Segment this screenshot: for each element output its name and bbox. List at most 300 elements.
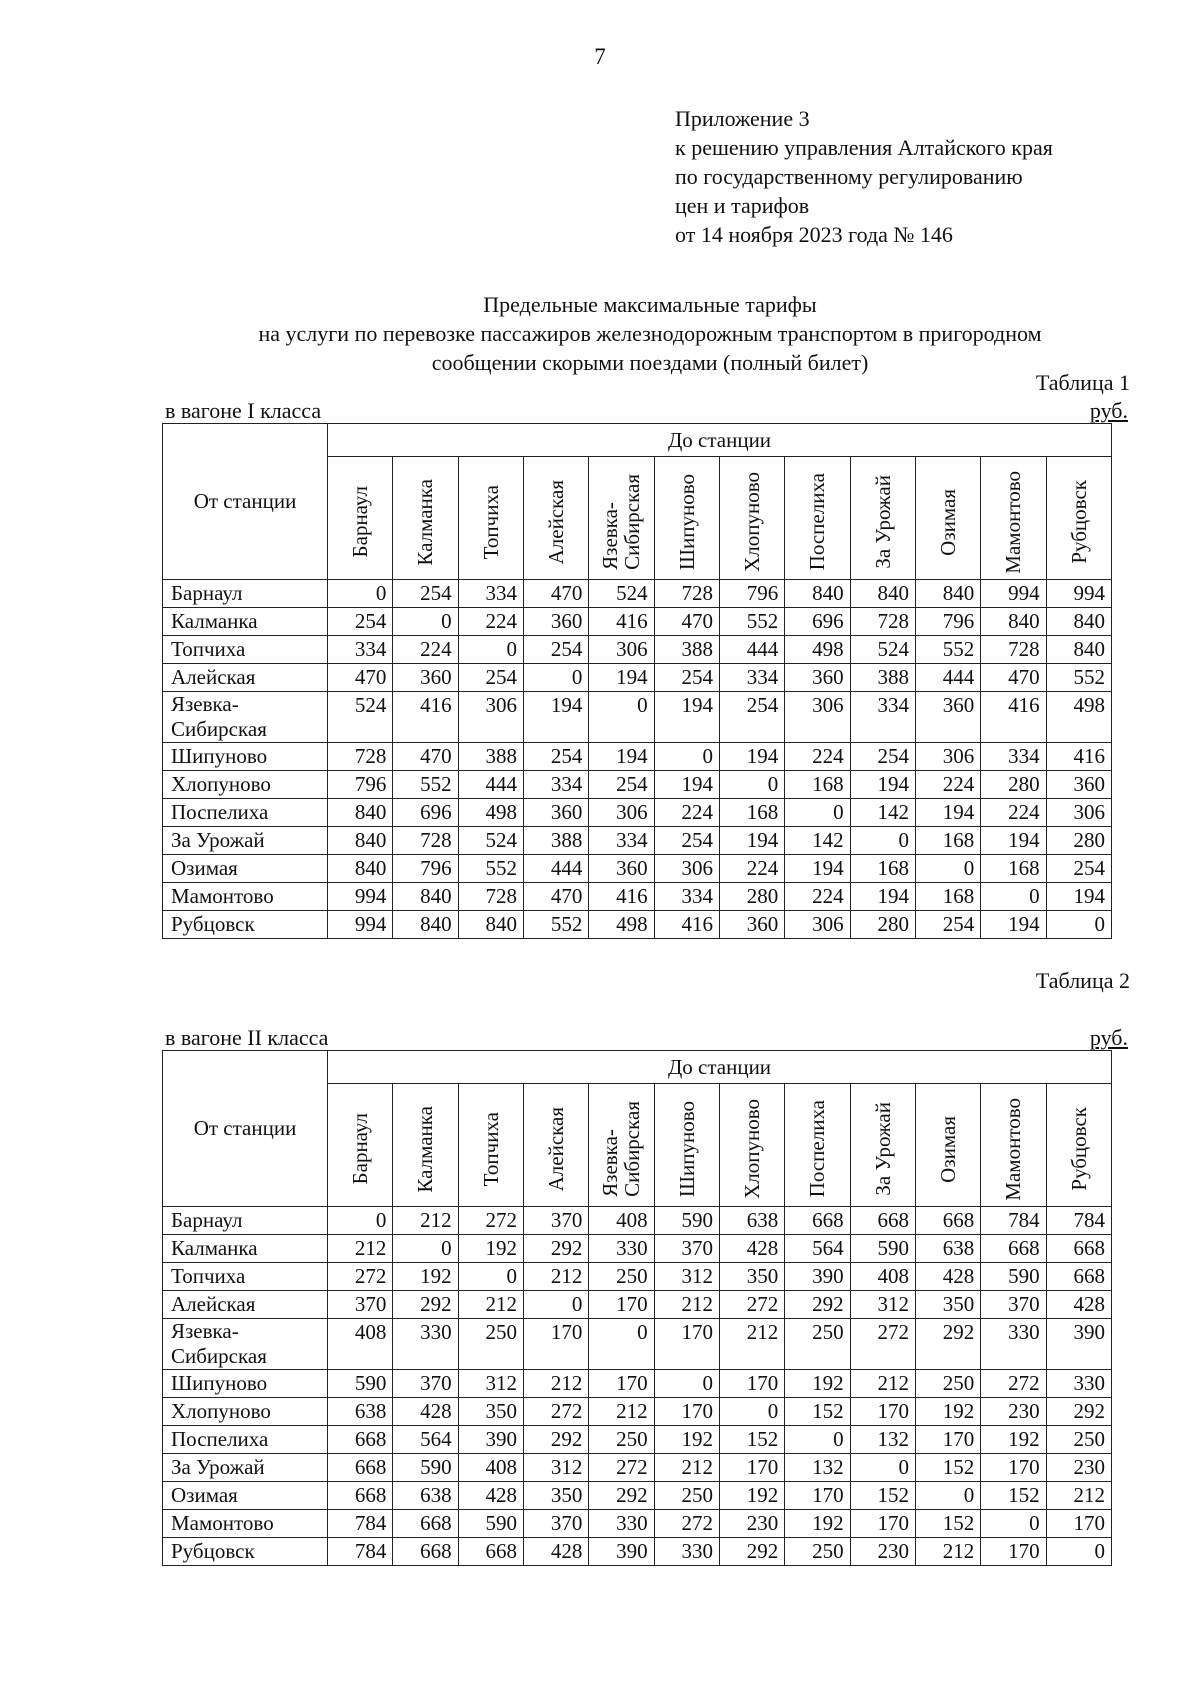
tariff-cell: 224 — [654, 799, 719, 827]
tariff-cell: 0 — [328, 1207, 393, 1235]
tariff-cell: 0 — [719, 771, 784, 799]
tariff-cell: 0 — [393, 1235, 458, 1263]
tariff-cell: 224 — [915, 771, 980, 799]
row-station-name: За Урожай — [163, 1454, 328, 1482]
tariff-cell: 292 — [719, 1538, 784, 1566]
tariff-cell: 564 — [785, 1235, 850, 1263]
table-row — [163, 1235, 1112, 1263]
tariff-cell: 250 — [785, 1538, 850, 1566]
row-station-name: Поспелиха — [163, 1426, 328, 1454]
column-header — [393, 457, 458, 580]
table-row — [163, 664, 1112, 692]
column-header-label: Поспелиха — [805, 1100, 830, 1198]
tariff-cell: 272 — [719, 1291, 784, 1319]
tariff-cell: 272 — [981, 1370, 1046, 1398]
tariff-cell: 292 — [785, 1291, 850, 1319]
row-station-name: Барнаул — [163, 580, 328, 608]
tariff-cell: 212 — [654, 1291, 719, 1319]
tariff-cell: 470 — [981, 664, 1046, 692]
tariff-cell: 152 — [850, 1482, 915, 1510]
tariff-cell: 152 — [785, 1398, 850, 1426]
table-row — [163, 1510, 1112, 1538]
tariff-cell: 272 — [654, 1510, 719, 1538]
tariff-cell: 330 — [589, 1235, 654, 1263]
tariff-cell: 498 — [1046, 692, 1111, 743]
column-header-label: Озимая — [936, 488, 961, 556]
tariff-cell: 390 — [589, 1538, 654, 1566]
appendix-block — [675, 104, 1053, 249]
row-station-name: Алейская — [163, 664, 328, 692]
tariff-cell: 370 — [654, 1235, 719, 1263]
tariff-cell: 170 — [589, 1370, 654, 1398]
column-header-label: Алейская — [544, 479, 569, 565]
table-row — [163, 608, 1112, 636]
tariff-cell: 334 — [589, 827, 654, 855]
tariff-cell: 170 — [915, 1426, 980, 1454]
tariff-cell: 0 — [589, 692, 654, 743]
tariff-cell: 728 — [981, 636, 1046, 664]
tariff-cell: 0 — [785, 799, 850, 827]
column-header-label: Мамонтово — [1001, 1097, 1026, 1201]
column-header-label: Поспелиха — [805, 473, 830, 571]
tariff-cell: 0 — [785, 1426, 850, 1454]
tariff-cell: 194 — [850, 883, 915, 911]
tariff-cell: 132 — [785, 1454, 850, 1482]
tariff-cell: 224 — [393, 636, 458, 664]
tariff-cell: 416 — [393, 692, 458, 743]
tariff-cell: 212 — [328, 1235, 393, 1263]
table-row — [163, 580, 1112, 608]
tariff-cell: 994 — [328, 911, 393, 939]
column-header — [589, 1084, 654, 1207]
tariff-cell: 370 — [393, 1370, 458, 1398]
column-header — [523, 457, 588, 580]
row-station-name: Язевка- Сибирская — [163, 1319, 328, 1370]
tariff-cell: 194 — [589, 743, 654, 771]
tariff-cell: 498 — [785, 636, 850, 664]
tariff-cell: 254 — [589, 771, 654, 799]
tariff-cell: 638 — [393, 1482, 458, 1510]
tariff-cell: 840 — [785, 580, 850, 608]
tariff-cell: 292 — [393, 1291, 458, 1319]
tariff-cell: 292 — [523, 1235, 588, 1263]
row-station-name: Язевка- Сибирская — [163, 692, 328, 743]
tariff-cell: 330 — [393, 1319, 458, 1370]
column-header — [458, 457, 523, 580]
tariff-cell: 696 — [393, 799, 458, 827]
tariff-cell: 168 — [981, 855, 1046, 883]
tariff-cell: 224 — [785, 883, 850, 911]
tariff-cell: 408 — [850, 1263, 915, 1291]
tariff-cell: 590 — [458, 1510, 523, 1538]
tariff-cell: 254 — [523, 743, 588, 771]
tariff-cell: 590 — [850, 1235, 915, 1263]
tariff-cell: 524 — [458, 827, 523, 855]
column-header — [523, 1084, 588, 1207]
tariff-cell: 524 — [328, 692, 393, 743]
row-station-name: Рубцовск — [163, 911, 328, 939]
tariff-cell: 370 — [328, 1291, 393, 1319]
row-station-name: Шипуново — [163, 743, 328, 771]
tariff-cell: 428 — [1046, 1291, 1111, 1319]
tariff-cell: 330 — [589, 1510, 654, 1538]
tariff-cell: 306 — [915, 743, 980, 771]
tariff-cell: 170 — [850, 1510, 915, 1538]
tariff-cell: 470 — [523, 580, 588, 608]
tariff-cell: 428 — [719, 1235, 784, 1263]
row-station-name: Топчиха — [163, 636, 328, 664]
column-header — [589, 457, 654, 580]
tariff-cell: 334 — [719, 664, 784, 692]
tariff-cell: 994 — [1046, 580, 1111, 608]
page-number: 7 — [594, 44, 606, 69]
table-row — [163, 1207, 1112, 1235]
tariff-cell: 250 — [589, 1426, 654, 1454]
tariff-cell: 350 — [915, 1291, 980, 1319]
tariff-cell: 796 — [719, 580, 784, 608]
tariff-cell: 330 — [1046, 1370, 1111, 1398]
table-row — [163, 692, 1112, 743]
tariff-cell: 212 — [393, 1207, 458, 1235]
tariff-cell: 230 — [719, 1510, 784, 1538]
tariff-cell: 0 — [458, 1263, 523, 1291]
tariff-cell: 306 — [785, 911, 850, 939]
tariff-cell: 334 — [654, 883, 719, 911]
tariff-cell: 224 — [785, 743, 850, 771]
tariff-cell: 428 — [458, 1482, 523, 1510]
title-line: сообщении скорыми поездами (полный билет) — [431, 350, 869, 375]
tariff-cell: 250 — [654, 1482, 719, 1510]
table-row — [163, 743, 1112, 771]
tariff-cell: 360 — [589, 855, 654, 883]
tariff-cell: 306 — [654, 855, 719, 883]
column-header-label: Хлопуново — [740, 472, 765, 572]
tariff-cell: 668 — [1046, 1263, 1111, 1291]
tariff-cell: 370 — [523, 1510, 588, 1538]
tariff-cell: 408 — [458, 1454, 523, 1482]
tariff-cell: 668 — [915, 1207, 980, 1235]
tariff-cell: 840 — [1046, 608, 1111, 636]
tariff-cell: 840 — [1046, 636, 1111, 664]
appendix-line: к решению управления Алтайского края — [675, 135, 1053, 160]
tariff-cell: 784 — [328, 1538, 393, 1566]
table-row — [163, 1426, 1112, 1454]
row-station-name: Шипуново — [163, 1370, 328, 1398]
tariff-cell: 312 — [850, 1291, 915, 1319]
column-header-label: Барнаул — [348, 486, 373, 558]
tariff-cell: 254 — [328, 608, 393, 636]
tariff-cell: 388 — [458, 743, 523, 771]
tariff-cell: 152 — [915, 1510, 980, 1538]
tariff-cell: 428 — [393, 1398, 458, 1426]
tariff-cell: 370 — [523, 1207, 588, 1235]
tariff-cell: 254 — [915, 911, 980, 939]
table-row — [163, 1398, 1112, 1426]
tariff-cell: 668 — [328, 1454, 393, 1482]
tariff-cell: 524 — [850, 636, 915, 664]
tariff-cell: 370 — [981, 1291, 1046, 1319]
column-header — [981, 1084, 1046, 1207]
tariff-cell: 388 — [523, 827, 588, 855]
tariff-cell: 0 — [1046, 911, 1111, 939]
tariff-cell: 0 — [915, 1482, 980, 1510]
tariff-cell: 552 — [915, 636, 980, 664]
tariff-cell: 840 — [915, 580, 980, 608]
appendix-line: цен и тарифов — [675, 193, 810, 218]
column-header — [328, 457, 393, 580]
appendix-line: по государственному регулированию — [675, 164, 1023, 189]
tariff-cell: 0 — [654, 743, 719, 771]
tariff-cell: 168 — [915, 883, 980, 911]
table-row — [163, 1370, 1112, 1398]
row-station-name: Калманка — [163, 608, 328, 636]
row-station-name: Хлопуново — [163, 1398, 328, 1426]
tariff-cell: 444 — [719, 636, 784, 664]
title-line: Предельные максимальные тарифы — [483, 292, 817, 317]
column-header — [393, 1084, 458, 1207]
tariff-cell: 152 — [719, 1426, 784, 1454]
tariff-cell: 194 — [654, 771, 719, 799]
tariff-cell: 728 — [393, 827, 458, 855]
tariff-cell: 230 — [981, 1398, 1046, 1426]
row-station-name: Мамонтово — [163, 883, 328, 911]
tariff-cell: 224 — [458, 608, 523, 636]
tariff-cell: 784 — [981, 1207, 1046, 1235]
tariff-cell: 224 — [981, 799, 1046, 827]
tariff-cell: 796 — [915, 608, 980, 636]
tariff-cell: 390 — [1046, 1319, 1111, 1370]
tariff-cell: 0 — [981, 1510, 1046, 1538]
tariff-cell: 796 — [328, 771, 393, 799]
column-header-label: За Урожай — [870, 475, 895, 569]
tariff-cell: 168 — [915, 827, 980, 855]
tariff-cell: 334 — [328, 636, 393, 664]
tariff-cell: 840 — [393, 911, 458, 939]
tariff-cell: 254 — [458, 664, 523, 692]
tariff-cell: 280 — [850, 911, 915, 939]
tariff-cell: 0 — [523, 664, 588, 692]
tariff-cell: 292 — [1046, 1398, 1111, 1426]
appendix-line: Приложение 3 — [675, 106, 810, 131]
tariff-cell: 728 — [850, 608, 915, 636]
tariff-cell: 0 — [328, 580, 393, 608]
column-header-label: Язевка- Сибирская — [598, 1101, 645, 1197]
column-header-label: Озимая — [936, 1115, 961, 1183]
tariff-cell: 192 — [654, 1426, 719, 1454]
tariff-cell: 272 — [589, 1454, 654, 1482]
to-station-header: До станции — [328, 1051, 1112, 1084]
tariff-cell: 552 — [458, 855, 523, 883]
table-1-class-label: в вагоне I класса — [165, 398, 322, 423]
table-row — [163, 636, 1112, 664]
tariff-cell: 408 — [589, 1207, 654, 1235]
tariff-cell: 306 — [589, 799, 654, 827]
tariff-cell: 416 — [589, 883, 654, 911]
column-header — [654, 457, 719, 580]
tariff-cell: 170 — [654, 1319, 719, 1370]
tariff-cell: 194 — [981, 911, 1046, 939]
tariff-cell: 192 — [719, 1482, 784, 1510]
from-station-header: От станции — [163, 1051, 328, 1207]
tariff-cell: 0 — [850, 1454, 915, 1482]
tariff-cell: 280 — [719, 883, 784, 911]
tariff-cell: 330 — [654, 1538, 719, 1566]
column-header-label: Язевка- Сибирская — [598, 474, 645, 570]
table-row — [163, 1454, 1112, 1482]
tariff-cell: 192 — [785, 1370, 850, 1398]
tariff-cell: 388 — [850, 664, 915, 692]
tariff-cell: 668 — [328, 1426, 393, 1454]
tariff-table-2 — [162, 1050, 1112, 1566]
tariff-cell: 470 — [393, 743, 458, 771]
column-header-label: Калманка — [413, 1105, 438, 1193]
tariff-cell: 170 — [981, 1454, 1046, 1482]
tariff-cell: 312 — [654, 1263, 719, 1291]
tariff-cell: 212 — [915, 1538, 980, 1566]
tariff-cell: 428 — [915, 1263, 980, 1291]
column-header — [850, 1084, 915, 1207]
tariff-cell: 230 — [850, 1538, 915, 1566]
column-header — [719, 457, 784, 580]
tariff-cell: 254 — [393, 580, 458, 608]
column-header — [850, 457, 915, 580]
tariff-cell: 0 — [523, 1291, 588, 1319]
tariff-cell: 192 — [915, 1398, 980, 1426]
tariff-cell: 212 — [654, 1454, 719, 1482]
tariff-cell: 416 — [981, 692, 1046, 743]
tariff-cell: 292 — [523, 1426, 588, 1454]
table-row — [163, 1319, 1112, 1370]
column-header — [328, 1084, 393, 1207]
tariff-cell: 350 — [523, 1482, 588, 1510]
column-header — [981, 457, 1046, 580]
tariff-cell: 552 — [523, 911, 588, 939]
tariff-cell: 292 — [589, 1482, 654, 1510]
tariff-cell: 564 — [393, 1426, 458, 1454]
appendix-line: от 14 ноября 2023 года № 146 — [675, 222, 953, 247]
tariff-cell: 132 — [850, 1426, 915, 1454]
tariff-cell: 312 — [458, 1370, 523, 1398]
tariff-cell: 194 — [1046, 883, 1111, 911]
tariff-cell: 0 — [393, 608, 458, 636]
row-station-name: Барнаул — [163, 1207, 328, 1235]
column-header — [719, 1084, 784, 1207]
to-station-header: До станции — [328, 424, 1112, 457]
row-station-name: Топчиха — [163, 1263, 328, 1291]
tariff-cell: 668 — [1046, 1235, 1111, 1263]
column-header — [654, 1084, 719, 1207]
tariff-cell: 254 — [654, 827, 719, 855]
tariff-cell: 254 — [719, 692, 784, 743]
tariff-cell: 668 — [850, 1207, 915, 1235]
tariff-cell: 170 — [719, 1370, 784, 1398]
tariff-cell: 350 — [458, 1398, 523, 1426]
tariff-cell: 152 — [915, 1454, 980, 1482]
column-header — [915, 457, 980, 580]
column-header — [1046, 457, 1111, 580]
tariff-cell: 840 — [850, 580, 915, 608]
tariff-cell: 360 — [523, 799, 588, 827]
tariff-cell: 168 — [850, 855, 915, 883]
tariff-cell: 470 — [328, 664, 393, 692]
column-header-label: Рубцовск — [1066, 480, 1091, 564]
tariff-cell: 250 — [785, 1319, 850, 1370]
table-row — [163, 1482, 1112, 1510]
from-station-header: От станции — [163, 424, 328, 580]
tariff-cell: 668 — [785, 1207, 850, 1235]
tariff-cell: 638 — [328, 1398, 393, 1426]
tariff-cell: 272 — [328, 1263, 393, 1291]
tariff-cell: 388 — [654, 636, 719, 664]
tariff-cell: 280 — [981, 771, 1046, 799]
table-1-caption: Таблица 1 — [1035, 370, 1130, 395]
tariff-cell: 590 — [981, 1263, 1046, 1291]
tariff-cell: 142 — [785, 827, 850, 855]
tariff-cell: 498 — [458, 799, 523, 827]
row-station-name: Калманка — [163, 1235, 328, 1263]
tariff-cell: 194 — [850, 771, 915, 799]
table-row — [163, 883, 1112, 911]
row-station-name: Хлопуново — [163, 771, 328, 799]
tariff-cell: 360 — [719, 911, 784, 939]
column-header — [785, 457, 850, 580]
column-header-label: Хлопуново — [740, 1099, 765, 1199]
row-station-name: Озимая — [163, 1482, 328, 1510]
tariff-cell: 334 — [458, 580, 523, 608]
tariff-cell: 360 — [915, 692, 980, 743]
tariff-cell: 590 — [393, 1454, 458, 1482]
tariff-cell: 170 — [981, 1538, 1046, 1566]
tariff-table-1 — [162, 423, 1112, 939]
tariff-cell: 360 — [393, 664, 458, 692]
column-header-label: Калманка — [413, 478, 438, 566]
tariff-cell: 306 — [785, 692, 850, 743]
table-2-class-label: в вагоне II класса — [165, 1025, 329, 1050]
tariff-cell: 416 — [654, 911, 719, 939]
tariff-cell: 0 — [981, 883, 1046, 911]
tariff-cell: 428 — [523, 1538, 588, 1566]
tariff-cell: 668 — [328, 1482, 393, 1510]
document-title — [150, 290, 1150, 377]
column-header — [915, 1084, 980, 1207]
tariff-cell: 444 — [523, 855, 588, 883]
tariff-cell: 212 — [458, 1291, 523, 1319]
tariff-cell: 170 — [785, 1482, 850, 1510]
tariff-cell: 334 — [523, 771, 588, 799]
tariff-cell: 552 — [719, 608, 784, 636]
tariff-cell: 784 — [328, 1510, 393, 1538]
tariff-cell: 194 — [915, 799, 980, 827]
tariff-cell: 280 — [1046, 827, 1111, 855]
tariff-cell: 170 — [523, 1319, 588, 1370]
tariff-cell: 194 — [719, 827, 784, 855]
row-station-name: Озимая — [163, 855, 328, 883]
tariff-cell: 360 — [1046, 771, 1111, 799]
tariff-cell: 638 — [719, 1207, 784, 1235]
column-header-label: Рубцовск — [1066, 1107, 1091, 1191]
tariff-cell: 230 — [1046, 1454, 1111, 1482]
tariff-cell: 0 — [915, 855, 980, 883]
tariff-cell: 360 — [523, 608, 588, 636]
tariff-cell: 840 — [328, 855, 393, 883]
tariff-cell: 638 — [915, 1235, 980, 1263]
tariff-cell: 590 — [654, 1207, 719, 1235]
tariff-cell: 444 — [458, 771, 523, 799]
tariff-cell: 470 — [523, 883, 588, 911]
tariff-cell: 728 — [458, 883, 523, 911]
row-station-name: За Урожай — [163, 827, 328, 855]
tariff-cell: 840 — [981, 608, 1046, 636]
